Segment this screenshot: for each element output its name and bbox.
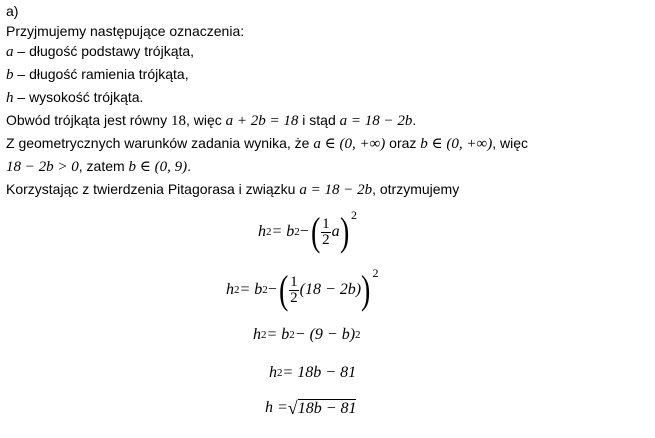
symbol-h: h: [6, 90, 14, 106]
eq2-minus: −: [267, 281, 277, 298]
eq1-after: a: [331, 223, 340, 240]
perimeter-equation: a + 2b = 18: [225, 113, 299, 129]
equation-2: h 2 = b 2 − ( $\frac{1}{2}$ (18 − 2b) ) 2: [226, 266, 379, 312]
intro-text: Przyjmujemy następujące oznaczenia:: [6, 23, 245, 39]
pythagoras-relation: a = 18 − 2b: [299, 182, 373, 198]
inequality: 18 − 2b > 0: [6, 159, 79, 175]
equation-3: h 2 = b 2 − (9 − b) 2: [253, 326, 361, 343]
conditions-line: [6, 134, 528, 153]
conditions2-text-1: , zatem: [78, 158, 129, 174]
pythagoras-text-2: , otrzymujemy: [372, 181, 460, 197]
equation-4: h 2 = 18b − 81: [269, 364, 357, 381]
perimeter-text-3: i stąd: [298, 112, 340, 128]
definition-b: [6, 65, 189, 84]
eq1-fraction: [321, 217, 331, 248]
eq5-lhs: h =: [265, 399, 288, 416]
conditions-line-2: [6, 157, 191, 176]
eq2-numerator: 1: [290, 273, 298, 290]
perimeter-text-2: , więc: [185, 112, 226, 128]
eq1-minus: −: [299, 223, 309, 240]
eq3-lhs: h: [253, 326, 261, 343]
eq2-outer-pow: 2: [372, 266, 379, 280]
radical-sign: √: [287, 398, 298, 418]
conditions2-text-2: .: [187, 158, 192, 174]
perimeter-text-4: .: [412, 112, 417, 128]
eq1-denominator: 2: [322, 231, 330, 248]
eq1-paren-left: (: [310, 209, 321, 254]
eq4-lhs: h: [269, 364, 277, 381]
eq1-mid: = b: [271, 223, 295, 240]
definition-h: [6, 88, 143, 107]
eq2-lhs: h: [226, 281, 234, 298]
eq3-rest: − (9 − b): [294, 326, 356, 343]
domain-b: b ∈ (0, 9): [128, 159, 188, 175]
eq2-denominator: 2: [290, 289, 298, 306]
symbol-b: b: [6, 67, 14, 83]
definition-b-text: – długość ramienia trójkąta,: [13, 66, 189, 82]
condition-a: a ∈ (0, +∞): [313, 136, 386, 152]
eq2-paren-left: (: [278, 267, 289, 312]
perimeter-result: a = 18 − 2b: [339, 113, 413, 129]
eq2-paren-right: ): [361, 267, 371, 312]
eq2-after: (18 − 2b): [299, 281, 362, 298]
equation-5: [265, 396, 356, 420]
eq4-rest: = 18b − 81: [282, 364, 357, 381]
condition-b: b ∈ (0, +∞): [420, 136, 493, 152]
symbol-a: a: [6, 44, 14, 60]
eq5-radicand: 18b − 81: [297, 400, 357, 417]
eq1-lhs: h: [258, 223, 266, 240]
conditions-text-1: Z geometrycznych warunków zadania wynika, że: [6, 135, 314, 151]
part-label: a): [6, 3, 19, 19]
perimeter-line: [6, 111, 416, 130]
eq1-numerator: 1: [322, 215, 330, 232]
eq3-mid: = b: [266, 326, 290, 343]
definition-a: [6, 42, 194, 61]
perimeter-text-1: Obwód trójkąta jest równy: [6, 112, 171, 128]
eq1-outer-pow: 2: [350, 208, 357, 222]
definition-a-text: – długość podstawy trójkąta,: [13, 43, 195, 59]
conditions-text-3: , więc: [492, 135, 529, 151]
eq2-fraction: [289, 275, 299, 306]
pythagoras-line: [6, 180, 459, 199]
equation-1: h 2 = b 2 − ( $\frac{1}{2}$ a ) 2: [258, 208, 357, 254]
eq1-paren-right: ): [339, 209, 349, 254]
perimeter-value: 18: [170, 113, 186, 129]
definition-h-text: – wysokość trójkąta.: [13, 89, 144, 105]
eq2-mid: = b: [239, 281, 263, 298]
conditions-text-2: oraz: [385, 135, 421, 151]
eq5-sqrt: [288, 399, 357, 417]
pythagoras-text-1: Korzystając z twierdzenia Pitagorasa i związku: [6, 181, 300, 197]
